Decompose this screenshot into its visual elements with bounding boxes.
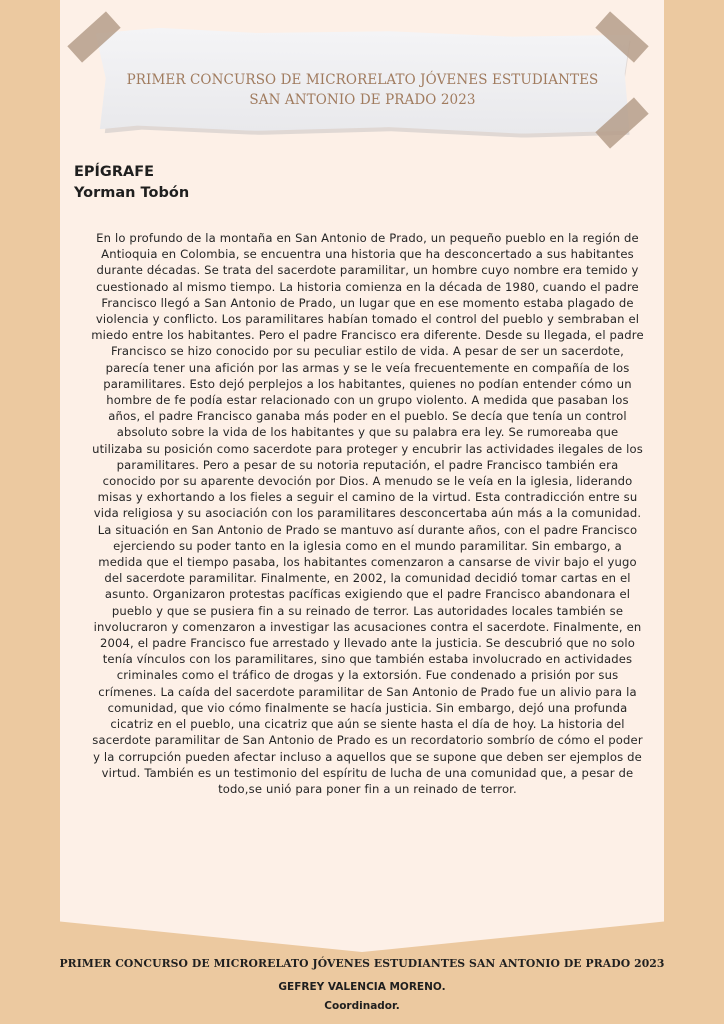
story-body: En lo profundo de la montaña en San Antonio de Prado, un pequeño pueblo en la región de Antioquia en Colombia, se encuentra una historia que ha desconcertado a sus habitantes durante décadas. Se trata del sacerdote paramilitar, un hombre cuyo nombre era temido y cuestionado al mismo tiempo. La historia comienza en la década de 1980, cuando el padre Francisco llegó a San Antonio de Prado, un lugar que en ese momento estaba plagado de violencia y conflicto. Los paramilitares habían tomado el control del pueblo y sembraban el miedo entre los habitantes. Pero el padre Francisco era diferente. Desde su llegada, el padre Francisco se hizo conocido por su peculiar estilo de vida. A pesar de ser un sacerdote, parecía tener una afición por las armas y se le veía frecuentemente en compañía de los paramilitares. Esto dejó perplejos a los habitantes, quienes no podían entender cómo un hombre de fe podía estar relacionado con un grupo violento. A medida que pasaban los años, el padre Francisco ganaba más poder en el pueblo. Se decía que tenía un control absoluto sobre la vida de los habitantes y que su palabra era ley. Se rumoreaba que utilizaba su posición como sacerdote para proteger y encubrir las actividades ilegales de los paramilitares. Pero a pesar de su notoria reputación, el padre Francisco también era conocido por su aparente devoción por Dios. A menudo se le veía en la iglesia, liderando misas y exhortando a los fieles a seguir el camino de la virtud. Esta contradicción entre su vida religiosa y su asociación con los paramilitares desconcertaba aún más a la comunidad. La situación en San Antonio de Prado se mantuvo así durante años, con el padre Francisco ejerciendo su poder tanto en la iglesia como en el mundo paramilitar. Sin embargo, a medida que el tiempo pasaba, los habitantes comenzaron a cansarse de vivir bajo el yugo del sacerdote paramilitar. Finalmente, en 2002, la comunidad decidió tomar cartas en el asunto. Organizaron protestas pacíficas exigiendo que el padre Francisco abandonara el pueblo y que se pusiera fin a su reinado de terror. Las autoridades locales también se involucraron y comenzaron a investigar las acusaciones contra el sacerdote. Finalmente, en 2004, el padre Francisco fue arrestado y llevado ante la justicia. Se descubrió que no solo tenía vínculos con los paramilitares, sino que también estaba involucrado en actividades criminales como el tráfico de drogas y la extorsión. Fue condenado a prisión por sus crímenes. La caída del sacerdote paramilitar de San Antonio de Prado fue un alivio para la comunidad, que vio cómo finalmente se hacía justicia. Sin embargo, dejó una profunda cicatriz en el pueblo, una cicatriz que aún se siente hasta el día de hoy. La historia del sacerdote paramilitar de San Antonio de Prado es un recordatorio sombrío de cómo el poder y la corrupción pueden afectar incluso a aquellos que se supone que deben ser ejemplos de virtud. También es un testimonio del espíritu de lucha de una comunidad que, a pesar de todo,se unió para poner fin a un reinado de terror. bbox=[91, 231, 644, 796]
banner-line-1: PRIMER CONCURSO DE MICRORELATO JÓVENES ESTUDIANTES bbox=[126, 72, 599, 88]
coordinator-name: GEFREY VALENCIA MORENO. bbox=[278, 981, 446, 993]
story-title: EPÍGRAFE bbox=[74, 164, 155, 180]
footer-coordinator bbox=[0, 978, 724, 1016]
coordinator-role: Coordinador. bbox=[324, 1000, 400, 1012]
banner-line-2: SAN ANTONIO DE PRADO 2023 bbox=[249, 92, 476, 108]
story-author: Yorman Tobón bbox=[74, 185, 190, 201]
footer-contest: PRIMER CONCURSO DE MICRORELATO JÓVENES ESTUDIANTES SAN ANTONIO DE PRADO 2023 bbox=[59, 957, 665, 970]
story-heading bbox=[74, 162, 189, 204]
banner-title bbox=[95, 70, 630, 110]
